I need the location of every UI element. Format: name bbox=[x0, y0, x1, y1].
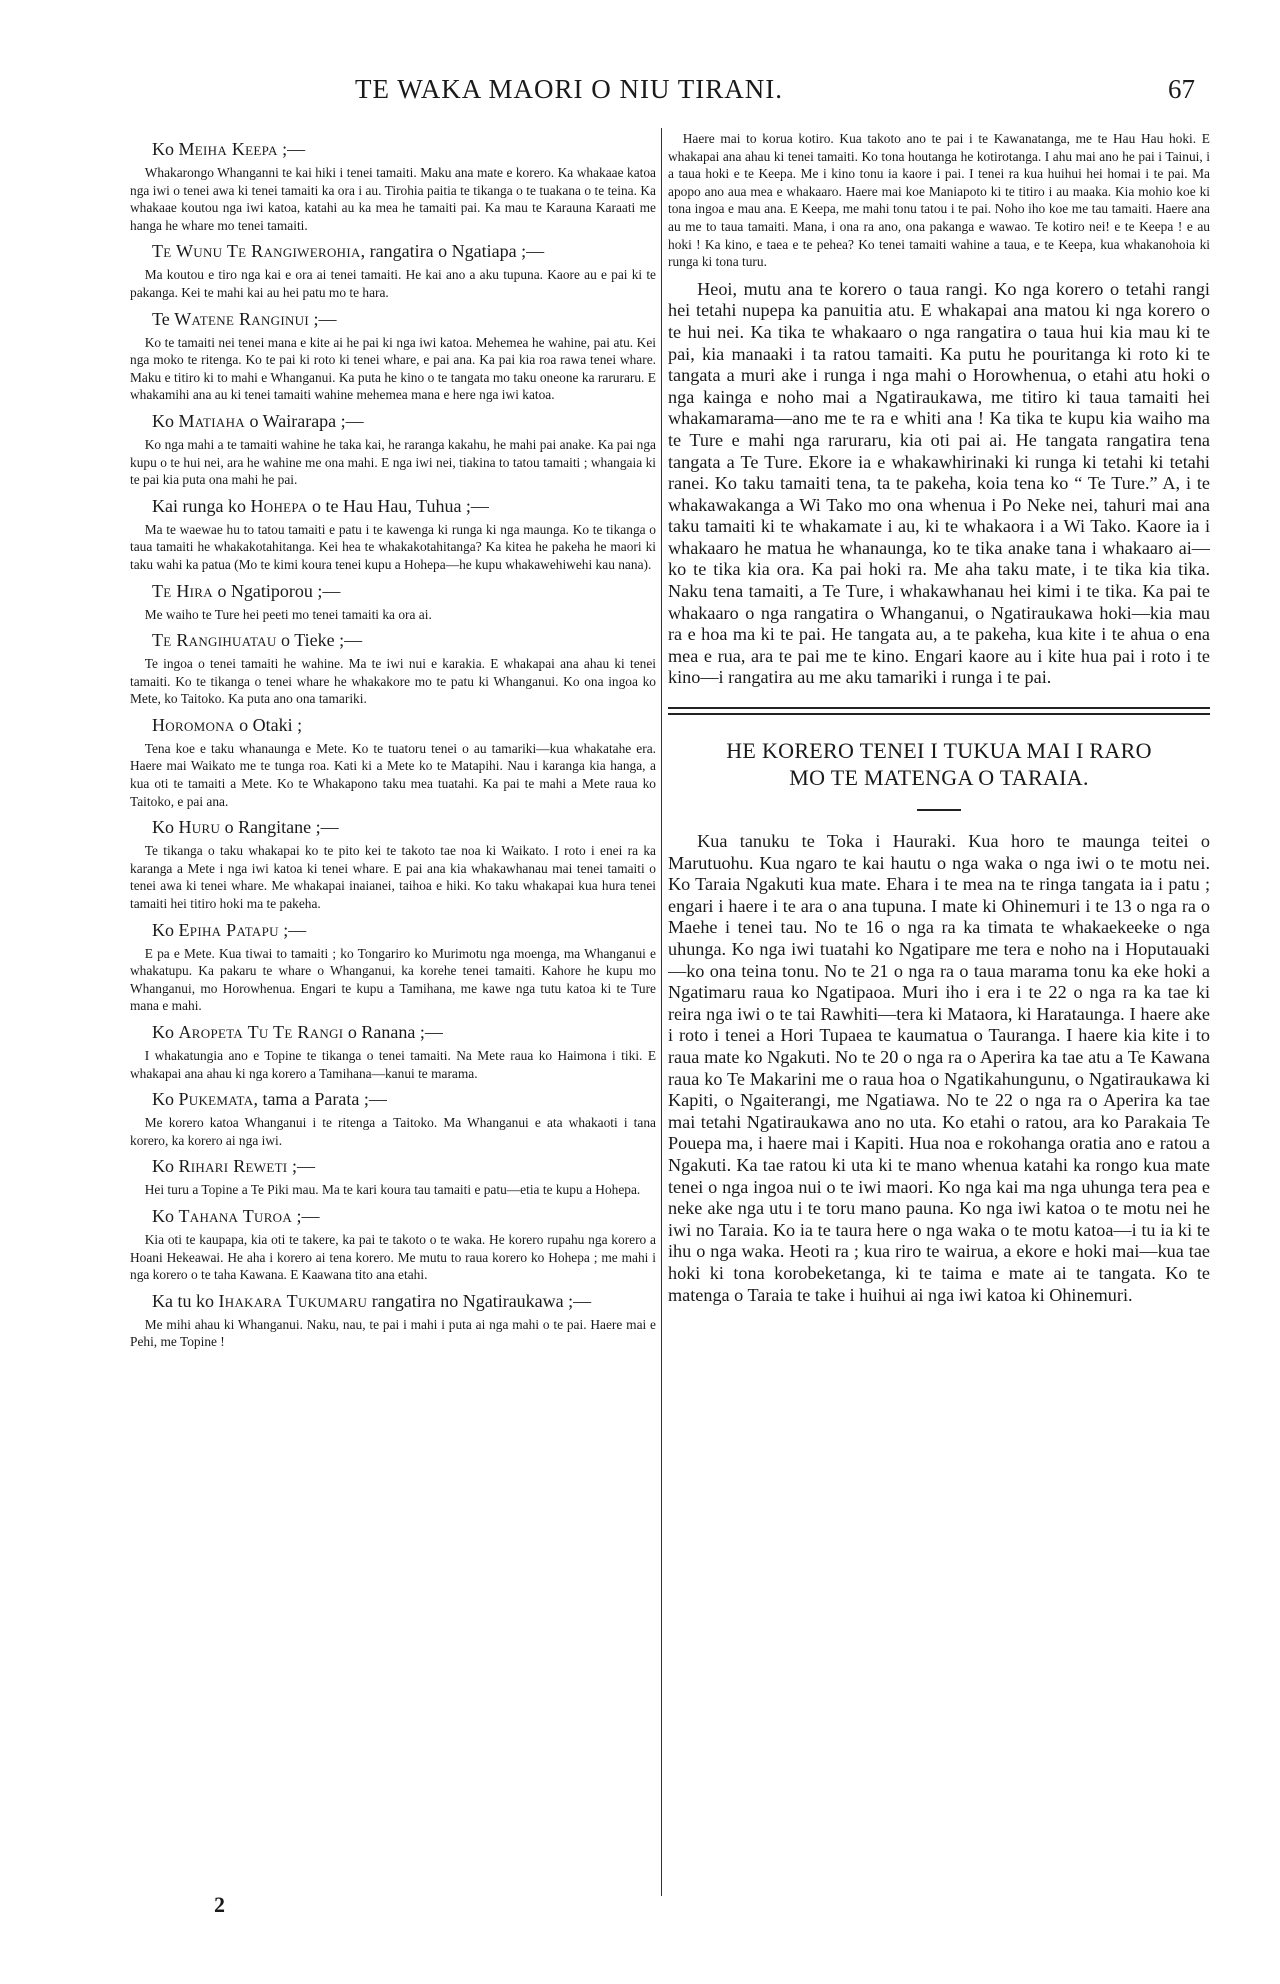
heading-lead: Kai runga ko bbox=[152, 495, 251, 516]
speech-body: Ko nga mahi a te tamaiti wahine he taka kai, he raranga kakahu, he mahi pai anake. Ka pai nga kupu o te hui nei, ara he wahine me ona mahi. E nga iwi nei, tiakina to tatou tamaiti ; whangaia ki te pai kia puta ona mahi he pai. bbox=[130, 436, 656, 488]
heading-suffix: o Rangitane ;— bbox=[220, 817, 339, 838]
heading-suffix: ;— bbox=[278, 919, 307, 940]
speech-section bbox=[130, 1205, 656, 1284]
heading-lead: Ko bbox=[152, 410, 179, 431]
speaker-name: Rihari Reweti bbox=[178, 1156, 288, 1177]
speech-section bbox=[130, 714, 656, 810]
heading-suffix: ;— bbox=[292, 1205, 320, 1226]
heading-suffix: o te Hau Hau, Tuhua ;— bbox=[307, 495, 489, 516]
speaker-heading bbox=[130, 308, 656, 331]
speech-body: Me korero katoa Whanganui i te ritenga a Taitoko. Ma Whanganui e ata whakaoti i tana korero, ka korero ai nga iwi. bbox=[130, 1115, 656, 1148]
speaker-heading bbox=[130, 629, 656, 652]
speaker-name: Meiha Keepa bbox=[178, 139, 278, 159]
speaker-name: Pukemata bbox=[178, 1089, 254, 1110]
page-header bbox=[0, 74, 1280, 114]
speaker-name: Epiha Patapu bbox=[178, 919, 279, 940]
speech-section bbox=[130, 308, 656, 404]
heading-suffix: o Tieke ;— bbox=[276, 630, 363, 651]
speaker-heading bbox=[130, 495, 656, 518]
speech-body: Te ingoa o tenei tamaiti he wahine. Ma te iwi nui e karakia. E whakapai ana ahau ki tenei tamaiti. Ko te tikanga o tenei whare he whakakore mo te patu ki Whanganui. Ko ona ingoa ko Mete, ko Taitoko. Ka puta ano ona tamariki. bbox=[130, 656, 656, 707]
speech-section bbox=[130, 495, 656, 574]
heading-suffix: o Ranana ;— bbox=[343, 1022, 443, 1042]
speech-section bbox=[130, 629, 656, 708]
heading-suffix: ;— bbox=[277, 139, 306, 159]
speech-body: Te tikanga o taku whakapai ko te pito kei te takoto tae noa ki Waikato. I roto i enei ra ka karanga a Mete i nga iwi katoa ki tenei whare. E pai ana kia whakawhanau mai tenei tamaiti o tenei awa ki tenei whare. Me whakapai inaianei, taihoa e hiki. Ko taku whakapai kua hura tenei tamaiti hei titiro hoki ma te pakeha. bbox=[130, 843, 656, 912]
signature-mark: 2 bbox=[214, 1892, 225, 1917]
speech-section bbox=[130, 410, 656, 489]
speaker-heading bbox=[130, 138, 656, 161]
speech-section bbox=[130, 1088, 656, 1149]
speech-section bbox=[130, 138, 656, 234]
short-rule-divider bbox=[917, 809, 961, 811]
speech-section bbox=[130, 816, 656, 912]
heading-suffix: o Otaki ; bbox=[234, 714, 303, 735]
speaker-heading bbox=[130, 1290, 656, 1313]
speech-section bbox=[130, 580, 656, 624]
speech-body: Whakarongo Whanganni te kai hiki i tenei tamaiti. Maku ana mate e korero. Ka whakaae katoa nga iwi o tenei awa ki tenei tamaiti ka ora i au. Tirohia paitia te tikanga o te tuakana o te teina. Ka whakaae koutou nga iwi katoa, katahi au ka mea he tamaiti pai. Ka mau te Karauna Karaati me hanga he whare mo tenei tamaiti. bbox=[130, 165, 656, 233]
heading-lead: Ka tu ko bbox=[152, 1290, 219, 1311]
article-title-line-2: MO TE MATENGA O TARAIA. bbox=[789, 765, 1089, 791]
speaker-heading bbox=[130, 714, 656, 737]
speaker-name: Watene Ranginui bbox=[174, 308, 309, 329]
speaker-heading bbox=[130, 816, 656, 839]
speech-body: Me mihi ahau ki Whanganui. Naku, nau, te pai i mahi i puta ai nga mahi o te pai. Haere mai e Pehi, me Topine ! bbox=[130, 1316, 656, 1350]
heading-lead: Te bbox=[152, 308, 175, 329]
column-divider bbox=[661, 128, 662, 1896]
speaker-name: Te Hira bbox=[152, 580, 213, 601]
newspaper-title: TE WAKA MAORI O NIU TIRANI. bbox=[355, 74, 783, 104]
heading-suffix: o Wairarapa ;— bbox=[245, 410, 364, 431]
speaker-name: Ihakara Tukumaru bbox=[218, 1290, 368, 1311]
heading-suffix: rangatira no Ngatiraukawa ;— bbox=[367, 1290, 592, 1311]
speaker-heading bbox=[130, 580, 656, 603]
speaker-name: Horomona bbox=[152, 714, 235, 735]
heading-lead: Ko bbox=[152, 919, 179, 940]
speech-section bbox=[130, 1021, 656, 1082]
speech-body: Ma te waewae hu to tatou tamaiti e patu i te kawenga ki runga ki nga maunga. Ko te tikanga o taua tamaiti he whakakotahitanga. Kei hea te whakakotahitanga? Ka kitea he pakeha he maori ki taku wahi ka patua (Mo te kimi koura tenei kupu a Hohepa—he kupu whakawehiwehi kau nana). bbox=[130, 521, 656, 572]
speech-body: Kia oti te kaupapa, kia oti te takere, ka pai te takoto o te waka. He korero rupahu nga korero a Hoani Hekeawai. He aha i korero ai tena korero. Me mutu to raua korero ko Hohepa ; me mahi i nga korero o te taha Kawana. E Kaawana tito ana etahi. bbox=[130, 1231, 656, 1283]
heading-lead: Ko bbox=[152, 1156, 179, 1177]
speech-body: Me waiho te Ture hei peeti mo tenei tamaiti ka ora ai. bbox=[144, 606, 432, 622]
speech-continuation: Haere mai to korua kotiro. Kua takoto ano te pai i te Kawanatanga, me te Hau Hau hoki. E whakapai ana ahau ki tenei tamaiti. Ko tona houtanga he kotirotanga. I ahu mai ano he pai i Tainui, i a taua hoki e te Keepa. Me i kino tonu ia kaore i pai. I tenei ra kua huihui hei homai i te pai. Ma apopo ano aua mea e whakaaro. Haere mai koe Maniapoto ki te titiro i au maaka. Kia mohio koe ki tona ingoa e mau ana. E Keepa, me mahi tonu tatou i te pai. Noho iho koe me tau tamaiti. Haere ana au me to taua tamaiti. Mana, i ona ra ano, ona pakanga e wawao. Te kotiro nei! e te Keepa ! e au hoki ! Ka kino, e taea e te pehea? Ko tenei tamaiti wahine a taua, e te Keepa, kua whakanohoia ki runga ki tona turu. bbox=[668, 131, 1210, 270]
speaker-name: Te Rangihuatau bbox=[152, 630, 277, 651]
page-number: 67 bbox=[1168, 74, 1195, 104]
speaker-heading bbox=[130, 1205, 656, 1228]
heading-suffix: , rangatira o Ngatiapa ;— bbox=[360, 241, 545, 262]
speaker-heading bbox=[130, 410, 656, 433]
left-column bbox=[130, 132, 656, 1351]
speech-section bbox=[130, 1290, 656, 1351]
article-body: Kua tanuku te Toka i Hauraki. Kua horo te maunga teitei o Marutuohu. Kua ngaro te kai hautu o nga waka o nga iwi o te motu nei. Ko Taraia Ngakuti kua mate. Ehara i te mea na te ringa tangata ia i patu ; engari i haere i te ara o ana tupuna. I mate ki Ohinemuri i te 13 o nga ra o Maehe i tenei tau. No te 16 o nga ra ka timata te whakaekeeke o nga uhunga. Ko nga iwi tuatahi ko Ngatipare me tera e noho na i Hoputauaki—ko ona teina tonu. No te 21 o nga ra o taua marama tonu ka eke hoki a Ngatimaru raua ko Ngatipaoa. Muri iho i era i te 22 o nga ra ka tae ki reira nga iwi o te tai Rawhiti—tera ki Mataora, ki Harataunga. I haere ake i roto i tenei a Hori Tupaea te kaumatua o Tauranga. I haere kia kite i to raua mate ko Ngakuti. No te 20 o nga ra o Aperira ka tae atu a Te Kawana raua ko Te Makarini me o raua hoa o Ngatikahungunu, o Ngatiraukawa ki Kapiti, o Ngaiterangi, me Ngatiawa. No te 22 o nga ra o Aperira ka tae mai tetahi Ngatiraukawa ano no uta. Ko etahi o ratou, ara ko Parakaia Te Pouepa ma, i haere mai i Kapiti. Hua noa e rokohanga oratia ano e ratou a Ngakuti. Ka tae ratou ki uta ki te mano whenua katahi ka rongo kua mate tenei o nga ingoa nui o te iwi maori. Ko nga kai ma nga uhunga tera pea e neke ake nga utu i te toru mano pauna. Ko nga iwi katoa o te motu nei he iwi no Taraia. Ko ia te taura here o nga waka o te motu katoa—i tu ia ki te ihu o nga waka. Heoti ra ; kua riro te wairua, a ekore e hoki mai—kua tae hoki ki tona korobeketanga, ki te taima e mate ai te tangata. Ko te matenga o Taraia te take i huihui ai nga iwi katoa ki Ohinemuri. bbox=[668, 831, 1210, 1305]
speaker-name: Tahana Turoa bbox=[178, 1205, 293, 1226]
speech-body: Tena koe e taku whanaunga e Mete. Ko te tuatoru tenei o au tamariki—kua whakatahe era. Haere mai Waikato me te tunga roa. Kati ki a Mete ko te Matapihi. Nau i karanga kia hanga, a kua oti te tamaiti a Mete. Ko te Whakapono taku mea tuatahi. Ka pai te mahi a Mete raua ko Taitoko, e pai ana. bbox=[130, 740, 656, 809]
heading-lead: Ko bbox=[152, 139, 179, 159]
speech-section bbox=[130, 1155, 656, 1199]
speech-body: E pa e Mete. Kua tiwai to tamaiti ; ko Tongariro ko Murimotu nga moenga, ma Whanganui e whakatupu. Ka pakaru te whare o Whanganui, ka korehe tenei tamaiti. Kahore he kupu mo Whanganui, mo Horowhenua. Engari te kupu a Tamihana, me kawe nga tutu katoa ki te Ture mana e mahi. bbox=[130, 945, 656, 1014]
heading-suffix: ;— bbox=[309, 308, 337, 329]
heading-lead: Ko bbox=[152, 817, 179, 838]
speech-body: I whakatungia ano e Topine te tikanga o tenei tamaiti. Na Mete raua ko Haimona i tiki. E whakapai ana ahau ki nga korero a Tamihana—kanui te marama. bbox=[130, 1048, 656, 1081]
speaker-name: Aropeta Tu Te Rangi bbox=[178, 1022, 344, 1042]
heading-suffix: , tama a Parata ;— bbox=[253, 1089, 387, 1110]
heading-suffix: ;— bbox=[287, 1156, 315, 1177]
speech-section bbox=[130, 240, 656, 301]
speech-body: Ma koutou e tiro nga kai e ora ai tenei tamaiti. He kai ano a aku tupuna. Kaore au e pai ki te pakanga. Kei te mahi kai au hei patu mo te hara. bbox=[130, 267, 656, 300]
speech-section bbox=[130, 919, 656, 1015]
article-title bbox=[668, 737, 1210, 791]
speaker-heading bbox=[130, 1088, 656, 1111]
speaker-heading bbox=[130, 919, 656, 942]
speaker-name: Matiaha bbox=[178, 410, 245, 431]
double-rule-divider bbox=[668, 707, 1210, 715]
speaker-name: Hohepa bbox=[250, 495, 308, 516]
heading-lead: Ko bbox=[152, 1205, 179, 1226]
speaker-heading bbox=[130, 1021, 656, 1044]
speaker-name: Huru bbox=[178, 817, 221, 838]
article-title-line-1: HE KORERO TENEI I TUKUA MAI I RARO bbox=[726, 738, 1152, 764]
right-column bbox=[668, 130, 1210, 1306]
heading-suffix: o Ngatiporou ;— bbox=[212, 580, 341, 601]
speaker-heading bbox=[130, 240, 656, 263]
closing-paragraph: Heoi, mutu ana te korero o taua rangi. Ko nga korero o tetahi rangi hei tetahi nupepa ka panuitia atu. E whakapai ana matou ki nga korero o te hui nei. Ka tika te whakaaro o nga rangatira o taua hui kia mau ki te pai, kia manaaki i ta ratou tamaiti. Ka putu he pouritanga ki roto ki te tangata a muri ake i runga i nga mahi o Horowhenua, o etahi atu hoki o nga kainga e noho mai a Ngatiraukawa, me titiro ki taua tamaiti hei whakamarama—ano me te ra e whiti ana ! Ka tika te kupu kia waiho ma te Ture e mahi nga raruraru, kia oti pai ai. He tangata rangatira tena tangata a Te Ture. Ekore ia e whakawhirinaki ki runga ki tetahi ki tetahi ranei. Ko taku tamaiti tena, ta te pakeha, koia tena ko “ Te Ture.” A, i te whakawakanga a Wi Tako mo ona whenua i Po Neke nei, tahuri mai ana taku tamaiti ki te whakamate i au, ki te whakaora i a Wi Tako. Kaore ia i whakaaro he matua he whanaunga, ko te tika anake tana i whakaaro ai—ko te tika kia ora. Ka pai hoki ra. Me aha taku mate, i te tika kia tika. Naku tena tamaiti, a Te Ture, i whakawhanau hei kimi i te tika. Ka pai te whakaaro o nga rangatira o Whanganui, o Ngatiraukawa hoki—kia mau ra e hoa ma ki te pai. He tangata au, a te pakeha, kua kite i te ahua o ena mea e rua, ara te pai me te kino. Engari kaore au i kite hua pai i roto i te kino—i rangatira au me aku tamariki i runga i te pai. bbox=[668, 278, 1210, 688]
heading-lead: Ko bbox=[152, 1089, 179, 1110]
speaker-name: Te Wunu Te Rangiwerohia bbox=[152, 241, 361, 262]
speaker-heading bbox=[130, 1155, 656, 1178]
speech-body: Ko te tamaiti nei tenei mana e kite ai he pai ki nga iwi katoa. Mehemea he wahine, pai atu. Kei nga moko te ritenga. Ko te pai ki roto ki tenei whare, e pai ana. Ka pai kia roa rawa tenei whare. Maku e titiro ki to mahi e Whanganui. Ka puta he kino o te tangata mo taku oneone ka raruraru. E whakamihi ana au ki tenei tamaiti wahine mehemea mana e here nga iwi katoa. bbox=[130, 334, 656, 403]
heading-lead: Ko bbox=[152, 1022, 179, 1042]
speech-body: Hei turu a Topine a Te Piki mau. Ma te kari koura tau tamaiti e patu—etia te kupu a Hohepa. bbox=[144, 1182, 641, 1198]
